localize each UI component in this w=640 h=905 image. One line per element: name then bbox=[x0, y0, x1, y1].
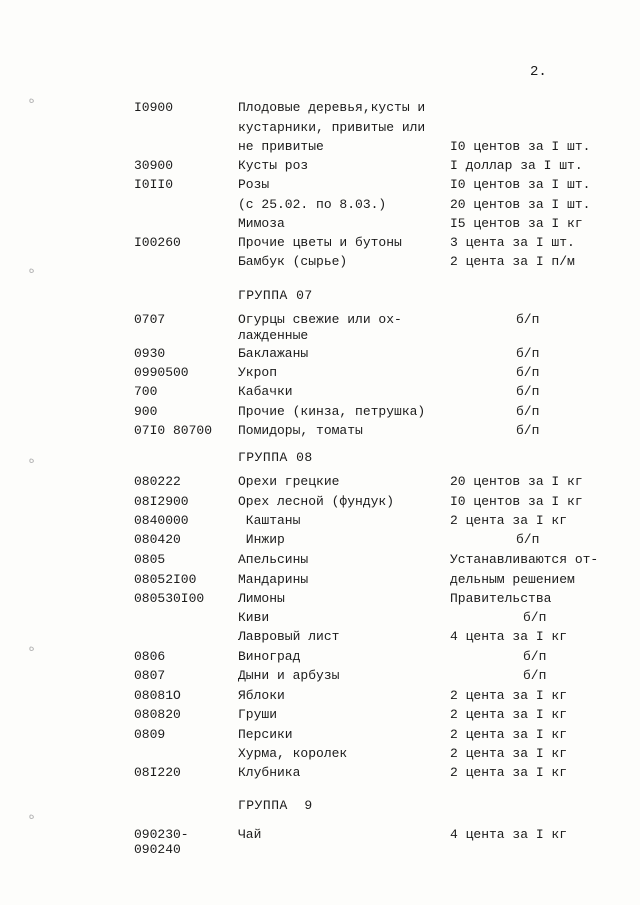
duty-rate: б/п bbox=[516, 312, 540, 327]
table-row bbox=[0, 608, 640, 627]
duty-rate: 20 центов за I кг bbox=[450, 474, 583, 489]
item-name: Укроп bbox=[238, 365, 278, 380]
table-row bbox=[0, 725, 640, 744]
duty-rate: б/п bbox=[523, 610, 547, 625]
table-row bbox=[0, 627, 640, 646]
hs-code: 08052I00 bbox=[134, 572, 197, 587]
margin-mark: ه bbox=[28, 263, 36, 277]
item-name: Огурцы свежие или ох- bbox=[238, 312, 402, 327]
page-number: 2. bbox=[530, 64, 547, 80]
hs-code: 30900 bbox=[134, 158, 174, 173]
hs-code: 080222 bbox=[134, 474, 181, 489]
hs-code: 07I0 80700 bbox=[134, 423, 213, 438]
item-name: Кусты роз bbox=[238, 158, 309, 173]
table-row bbox=[0, 840, 640, 859]
hs-code: I00260 bbox=[134, 235, 181, 250]
duty-rate: 4 цента за I кг bbox=[450, 827, 568, 842]
item-name: Чай bbox=[238, 827, 262, 842]
hs-code: 090230- bbox=[134, 827, 189, 842]
item-name: Орех лесной (фундук) bbox=[238, 494, 395, 509]
item-name: лажденные bbox=[238, 328, 309, 343]
hs-code: 090240 bbox=[134, 842, 181, 857]
hs-code: 08I2900 bbox=[134, 494, 189, 509]
item-name: Яблоки bbox=[238, 688, 285, 703]
hs-code: 0990500 bbox=[134, 365, 189, 380]
item-name: не привитые bbox=[238, 139, 324, 154]
table-row bbox=[0, 175, 640, 194]
table-row bbox=[0, 326, 640, 345]
item-name: (с 25.02. по 8.03.) bbox=[238, 197, 387, 212]
table-row bbox=[0, 118, 640, 137]
table-row bbox=[0, 195, 640, 214]
hs-code: 080420 bbox=[134, 532, 181, 547]
item-name: Прочие цветы и бутоны bbox=[238, 235, 402, 250]
item-name: Лавровый лист bbox=[238, 629, 340, 644]
hs-code: I0II0 bbox=[134, 177, 174, 192]
table-row bbox=[0, 98, 640, 117]
table-row bbox=[0, 233, 640, 252]
hs-code: 0930 bbox=[134, 346, 166, 361]
hs-code: 08I220 bbox=[134, 765, 181, 780]
duty-rate: 2 цента за I кг bbox=[450, 727, 568, 742]
duty-rate: 3 цента за I шт. bbox=[450, 235, 575, 250]
duty-rate: 2 цента за I кг bbox=[450, 746, 568, 761]
duty-rate: 2 цента за I п/м bbox=[450, 254, 575, 269]
table-row bbox=[0, 589, 640, 608]
item-name: кустарники, привитые или bbox=[238, 120, 426, 135]
table-row bbox=[0, 511, 640, 530]
item-name: Розы bbox=[238, 177, 270, 192]
item-name: Кабачки bbox=[238, 384, 293, 399]
table-row bbox=[0, 382, 640, 401]
margin-mark: ه bbox=[28, 641, 36, 655]
hs-code: 080530I00 bbox=[134, 591, 205, 606]
duty-rate: I0 центов за I кг bbox=[450, 494, 583, 509]
duty-rate: 2 цента за I кг bbox=[450, 688, 568, 703]
item-name: Хурма, королек bbox=[238, 746, 348, 761]
duty-rate: Устанавливаются от- bbox=[450, 552, 599, 567]
duty-rate: Правительства bbox=[450, 591, 552, 606]
item-name: Груши bbox=[238, 707, 278, 722]
duty-rate: 2 цента за I кг bbox=[450, 707, 568, 722]
table-row bbox=[0, 744, 640, 763]
table-row bbox=[0, 550, 640, 569]
hs-code: 0807 bbox=[134, 668, 166, 683]
table-row bbox=[0, 421, 640, 440]
duty-rate: б/п bbox=[516, 404, 540, 419]
table-row bbox=[0, 570, 640, 589]
table-row bbox=[0, 530, 640, 549]
hs-code: 080820 bbox=[134, 707, 181, 722]
table-row bbox=[0, 214, 640, 233]
duty-rate: I0 центов за I шт. bbox=[450, 177, 591, 192]
group-heading: ГРУППА 9 bbox=[238, 798, 313, 813]
item-name: Инжир bbox=[238, 532, 285, 547]
group-heading: ГРУППА 08 bbox=[238, 450, 313, 465]
margin-mark: ه bbox=[28, 93, 36, 107]
item-name: Виноград bbox=[238, 649, 301, 664]
item-name: Киви bbox=[238, 610, 270, 625]
duty-rate: 2 цента за I кг bbox=[450, 765, 568, 780]
hs-code: 0806 bbox=[134, 649, 166, 664]
duty-rate: I доллар за I шт. bbox=[450, 158, 583, 173]
item-name: Помидоры, томаты bbox=[238, 423, 363, 438]
table-row bbox=[0, 686, 640, 705]
hs-code: 0809 bbox=[134, 727, 166, 742]
duty-rate: б/п bbox=[523, 668, 547, 683]
item-name: Клубника bbox=[238, 765, 301, 780]
table-row bbox=[0, 763, 640, 782]
duty-rate: дельным решением bbox=[450, 572, 575, 587]
item-name: Прочие (кинза, петрушка) bbox=[238, 404, 426, 419]
duty-rate: 4 цента за I кг bbox=[450, 629, 568, 644]
item-name: Дыни и арбузы bbox=[238, 668, 340, 683]
hs-code: 700 bbox=[134, 384, 158, 399]
duty-rate: б/п bbox=[516, 346, 540, 361]
hs-code: 900 bbox=[134, 404, 158, 419]
group-heading: ГРУППА 07 bbox=[238, 288, 313, 303]
table-row bbox=[0, 472, 640, 491]
item-name: Плодовые деревья,кусты и bbox=[238, 100, 426, 115]
table-row bbox=[0, 402, 640, 421]
margin-mark: ه bbox=[28, 809, 36, 823]
table-row bbox=[0, 252, 640, 271]
table-row bbox=[0, 344, 640, 363]
item-name: Каштаны bbox=[238, 513, 301, 528]
duty-rate: б/п bbox=[516, 384, 540, 399]
table-row bbox=[0, 156, 640, 175]
table-row bbox=[0, 492, 640, 511]
item-name: Мимоза bbox=[238, 216, 285, 231]
table-row bbox=[0, 647, 640, 666]
item-name: Апельсины bbox=[238, 552, 309, 567]
duty-rate: 2 цента за I кг bbox=[450, 513, 568, 528]
item-name: Бамбук (сырье) bbox=[238, 254, 348, 269]
hs-code: 0840000 bbox=[134, 513, 189, 528]
duty-rate: I5 центов за I кг bbox=[450, 216, 583, 231]
item-name: Персики bbox=[238, 727, 293, 742]
item-name: Лимоны bbox=[238, 591, 285, 606]
duty-rate: б/п bbox=[516, 532, 540, 547]
hs-code: 08081О bbox=[134, 688, 181, 703]
item-name: Орехи грецкие bbox=[238, 474, 340, 489]
margin-mark: ه bbox=[28, 453, 36, 467]
table-row bbox=[0, 137, 640, 156]
table-row bbox=[0, 705, 640, 724]
hs-code: I0900 bbox=[134, 100, 174, 115]
hs-code: 0707 bbox=[134, 312, 166, 327]
duty-rate: б/п bbox=[516, 423, 540, 438]
duty-rate: б/п bbox=[523, 649, 547, 664]
hs-code: 0805 bbox=[134, 552, 166, 567]
duty-rate: 20 центов за I шт. bbox=[450, 197, 591, 212]
table-row bbox=[0, 666, 640, 685]
duty-rate: б/п bbox=[516, 365, 540, 380]
item-name: Мандарины bbox=[238, 572, 309, 587]
duty-rate: I0 центов за I шт. bbox=[450, 139, 591, 154]
table-row bbox=[0, 363, 640, 382]
item-name: Баклажаны bbox=[238, 346, 309, 361]
